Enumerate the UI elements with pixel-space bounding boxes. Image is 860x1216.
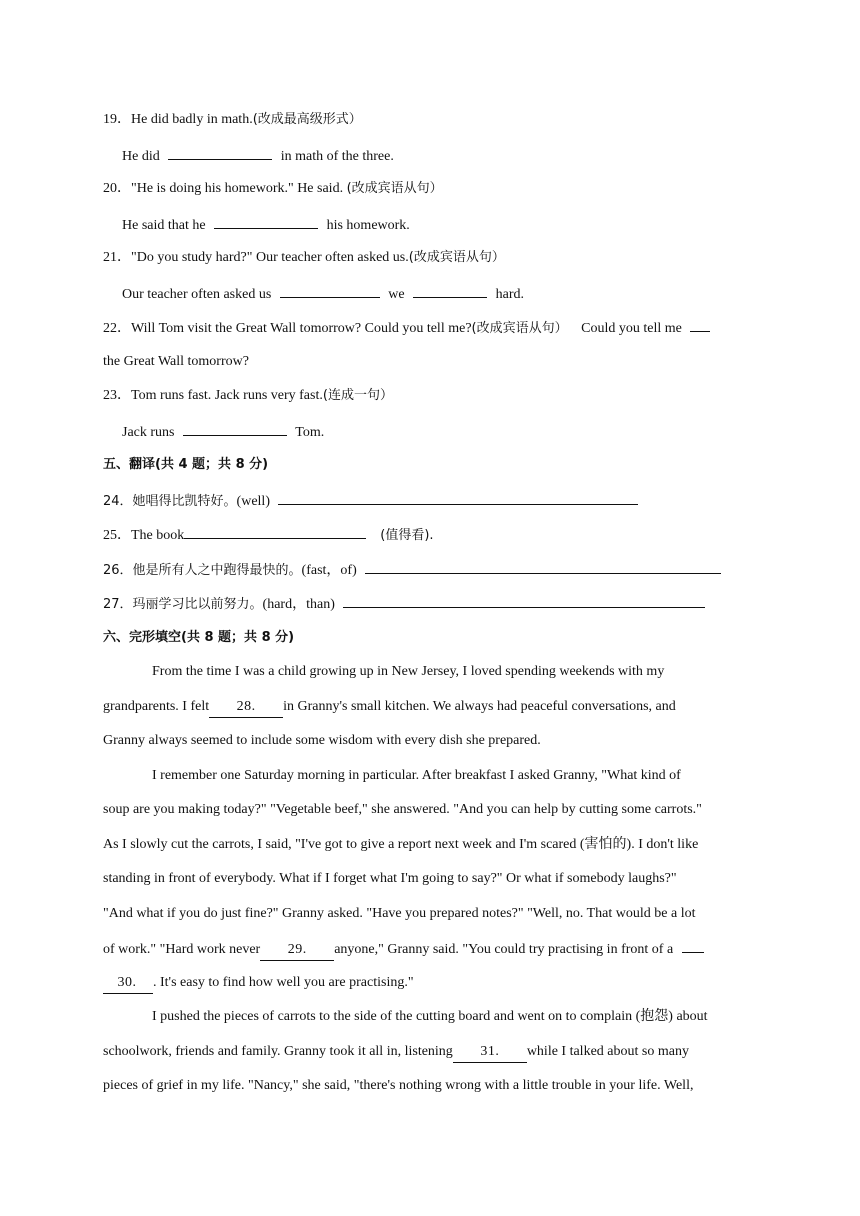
passage-text: anyone," Granny said. "You could try practising in front of a (334, 942, 674, 957)
passage-line (103, 835, 698, 855)
passage-line (103, 904, 695, 924)
answer-line-21 (122, 283, 524, 305)
q24-hint: (well) (236, 494, 270, 509)
cloze-blank-28[interactable]: 28. (209, 697, 283, 718)
question-22 (103, 317, 715, 339)
passage-text: As I slowly cut the carrots, I said, "I've got to give a report next week and I'm scared (害怕的). I don't like (103, 837, 699, 852)
section-heading-text: 六、完形填空(共 8 题；共 8 分) (103, 630, 295, 645)
q23-instruction: (连成一句） (322, 388, 393, 403)
q23-prompt: 23．Tom runs fast. Jack runs very fast. (103, 388, 323, 403)
passage-text: . It's easy to find how well you are practising." (153, 975, 414, 990)
passage-line (152, 1007, 708, 1027)
answer-blank[interactable] (280, 283, 380, 298)
q22-prompt: 22．Will Tom visit the Great Wall tomorrow? Could you tell me? (103, 321, 472, 336)
q20-prompt: 20．"He is doing his homework." He said. (103, 181, 347, 196)
passage-line (103, 800, 702, 820)
answer-text: we (388, 287, 405, 302)
passage-line (103, 973, 414, 994)
q21-instruction: (改成宾语从句） (408, 250, 505, 265)
answer-line-20 (122, 214, 410, 236)
answer-text: his homework. (326, 218, 410, 233)
q27-hint: (hard，than) (262, 597, 335, 612)
cloze-blank-30[interactable]: 30. (103, 973, 153, 994)
passage-line (103, 697, 676, 718)
answer-blank[interactable] (413, 283, 487, 298)
question-26 (103, 559, 726, 581)
question-23 (103, 386, 393, 406)
q22-instruction: (改成宾语从句） (471, 321, 568, 336)
cloze-blank-31[interactable]: 31. (453, 1042, 527, 1063)
answer-line-19 (122, 145, 394, 167)
passage-text: schoolwork, friends and family. Granny took it all in, listening (103, 1044, 453, 1059)
section-5-heading (103, 455, 268, 475)
passage-line (103, 731, 541, 751)
answer-text: He did (122, 149, 160, 164)
answer-blank[interactable] (184, 524, 366, 539)
answer-blank[interactable] (278, 490, 638, 505)
section-heading-text: 五、翻译(共 4 题；共 8 分) (103, 457, 269, 472)
q19-instruction: (改成最高级形式） (252, 112, 362, 127)
question-27 (103, 593, 710, 615)
answer-blank[interactable] (690, 317, 710, 332)
question-25 (103, 524, 434, 546)
q20-instruction: (改成宾语从句） (346, 181, 443, 196)
answer-text: Our teacher often asked us (122, 287, 272, 302)
answer-text: He said that he (122, 218, 206, 233)
passage-text: "And what if you do just fine?" Granny asked. "Have you prepared notes?" "Well, no. That would be a lot (103, 906, 696, 921)
passage-line (152, 766, 681, 786)
q26-hint: (fast，of) (301, 563, 357, 578)
answer-blank[interactable] (214, 214, 318, 229)
answer-text: Tom. (295, 425, 325, 440)
passage-text: I remember one Saturday morning in particular. After breakfast I asked Granny, "What kind of (152, 768, 681, 783)
answer-blank[interactable] (168, 145, 272, 160)
passage-text: pieces of grief in my life. "Nancy," she said, "there's nothing wrong with a little trouble in your life. Well, (103, 1078, 694, 1093)
question-21 (103, 248, 505, 268)
q25-hint: (值得看). (380, 528, 434, 543)
passage-text: grandparents. I felt (103, 699, 210, 714)
passage-line (103, 1042, 689, 1063)
passage-text: I pushed the pieces of carrots to the side of the cutting board and went on to complain (抱怨) about (152, 1009, 708, 1024)
q27-prompt: 27．玛丽学习比以前努力。 (103, 597, 263, 612)
question-22-continued (103, 352, 249, 372)
passage-text: of work." "Hard work never (103, 942, 261, 957)
passage-text: in Granny's small kitchen. We always had peaceful conversations, and (283, 699, 676, 714)
q24-prompt: 24．她唱得比凯特好。 (103, 494, 237, 509)
passage-line (103, 938, 709, 961)
answer-text: Jack runs (122, 425, 175, 440)
answer-line-23 (122, 421, 324, 443)
answer-text: hard. (495, 287, 524, 302)
answer-text: the Great Wall tomorrow? (103, 354, 249, 369)
question-19 (103, 110, 362, 130)
answer-text: in math of the three. (280, 149, 394, 164)
q19-prompt: 19．He did badly in math. (103, 112, 253, 127)
passage-line (103, 1076, 693, 1096)
cloze-blank-30-start[interactable] (682, 938, 704, 953)
q25-prompt: 25．The book (103, 528, 185, 543)
passage-line (103, 869, 677, 889)
question-20 (103, 179, 443, 199)
answer-blank[interactable] (365, 559, 721, 574)
passage-text: From the time I was a child growing up in New Jersey, I loved spending weekends with my (152, 664, 665, 679)
section-6-heading (103, 628, 294, 648)
passage-text: standing in front of everybody. What if I forget what I'm going to say?" Or what if somebody laughs?" (103, 871, 677, 886)
passage-text: soup are you making today?" "Vegetable beef," she answered. "And you can help by cutting some carrots." (103, 802, 702, 817)
answer-blank[interactable] (183, 421, 287, 436)
cloze-blank-29[interactable]: 29. (260, 940, 334, 961)
passage-text: while I talked about so many (526, 1044, 689, 1059)
passage-line (152, 662, 664, 682)
q21-prompt: 21．"Do you study hard?" Our teacher often asked us. (103, 250, 409, 265)
q26-prompt: 26．他是所有人之中跑得最快的。 (103, 563, 302, 578)
passage-text: Granny always seemed to include some wisdom with every dish she prepared. (103, 733, 541, 748)
q22-answer-start: Could you tell me (581, 321, 682, 336)
question-24 (103, 490, 643, 512)
answer-blank[interactable] (343, 593, 705, 608)
